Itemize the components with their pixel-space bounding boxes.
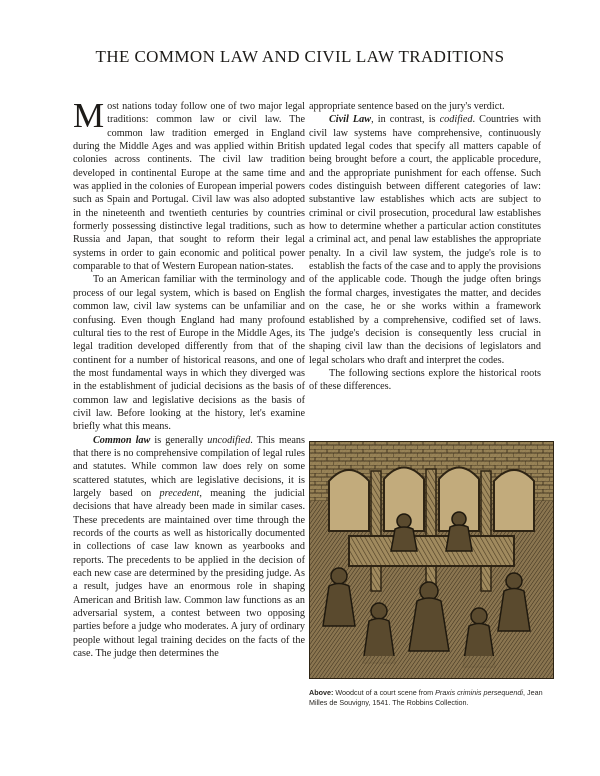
civil-law-term: Civil Law [329, 114, 372, 126]
civil-law-text-b: . Countries with civil law systems have comprehensive, continuously updated legal codes that specify all matters capable of being brought before a court, the applicable procedure, and the appropriate punishment for each offense. Such codes distinguish between different categories of law: substantive law establishes which acts are subject to criminal or civil prosecution, procedural law establishes how to determine whether a particular action constitutes a criminal act, and penal law establishes the appropriate penalty. In a civil law system, the judge's role is to establish the facts of the case and to apply the provisions of the applicable code. Though the judge often brings the formal charges, investigates the matter, and decides on the case, he or she works within a framework established by a comprehensive, codified set of laws. The judge's decision is consequently less crucial in shaping civil law than the decisions of legislators and legal scholars who draft and interpret the codes. [309, 114, 542, 366]
precedent-emphasis: precedent [159, 487, 200, 499]
common-law-paragraph [73, 434, 305, 661]
civil-law-paragraph [309, 113, 541, 367]
uncodified-emphasis: uncodified [207, 434, 251, 446]
following-sections-paragraph: The following sections explore the historical roots of these differences. [309, 367, 541, 393]
common-law-text-b: . This means that there is no comprehensive compilation of legal rules and statutes. While common law does rely on some scattered statutes, which are legislative decisions, it is largely based on [73, 434, 305, 499]
caption-label: Above: [309, 688, 334, 697]
civil-law-text-a: , in contrast, is [371, 114, 440, 126]
caption-text-b: , Jean Milles de Souvigny, 1541. The Robbins Collection. [309, 688, 543, 707]
drop-cap: M [73, 96, 105, 135]
intro-paragraph [73, 96, 305, 273]
common-law-term: Common law [93, 434, 151, 446]
common-law-text-a: is generally [150, 434, 208, 446]
right-column [309, 100, 541, 394]
american-perspective-paragraph: To an American familiar with the terminology and process of our legal system, which is based on English common law, civil law systems can be unfamiliar and confusing. Even though England had many profound cultural ties to the rest of Europe in the Middle Ages, its legal tradition developed differently from that of the continent for a number of historical reasons, and one of the most fundamental ways in which they diverged was in the establishment of judicial decisions as the basis of common law and legislative decisions as the basis of civil law. Before looking at the history, let's examine briefly what this means. [73, 274, 305, 433]
codified-emphasis: codified [439, 114, 473, 126]
page-title: THE COMMON LAW AND CIVIL LAW TRADITIONS [95, 47, 505, 66]
continuation-paragraph: appropriate sentence based on the jury's verdict. [309, 101, 505, 112]
woodcut-image [309, 441, 554, 679]
figure-caption [309, 688, 554, 708]
left-column [73, 96, 305, 660]
common-law-text-c: , meaning the judicial decisions that have already been made in similar cases. These precedents are maintained over time through the records of the courts as well as historically documented in collections of case law known as yearbooks and reports. The precedents to be applied in the decision of each new case are determined by the presiding judge. As a result, judges have an enormous role in shaping American and British law. Common law functions as an adversarial system, a contest between two opposing parties before a judge who moderates. A jury of ordinary people without legal training decides on the facts of the case. The judge then determines the [73, 487, 305, 660]
caption-text-a: Woodcut of a court scene from [333, 688, 436, 697]
caption-book-title: Praxis criminis persequendi [435, 688, 524, 697]
intro-text: ost nations today follow one of two major legal traditions: common law or civil law. The common law tradition emerged in England during the Middle Ages and was applied within British colonies across continents. The civil law tradition developed in continental Europe at the same time and was applied in the colonies of European imperial powers such as Spain and Portugal. Civil law was also adopted in the nineteenth and twentieth centuries by countries formerly possessing distinctive legal traditions, such as Russia and Japan, that sought to reform their legal systems in order to gain economic and political power comparable to that of Western European nation-states. [73, 101, 305, 273]
